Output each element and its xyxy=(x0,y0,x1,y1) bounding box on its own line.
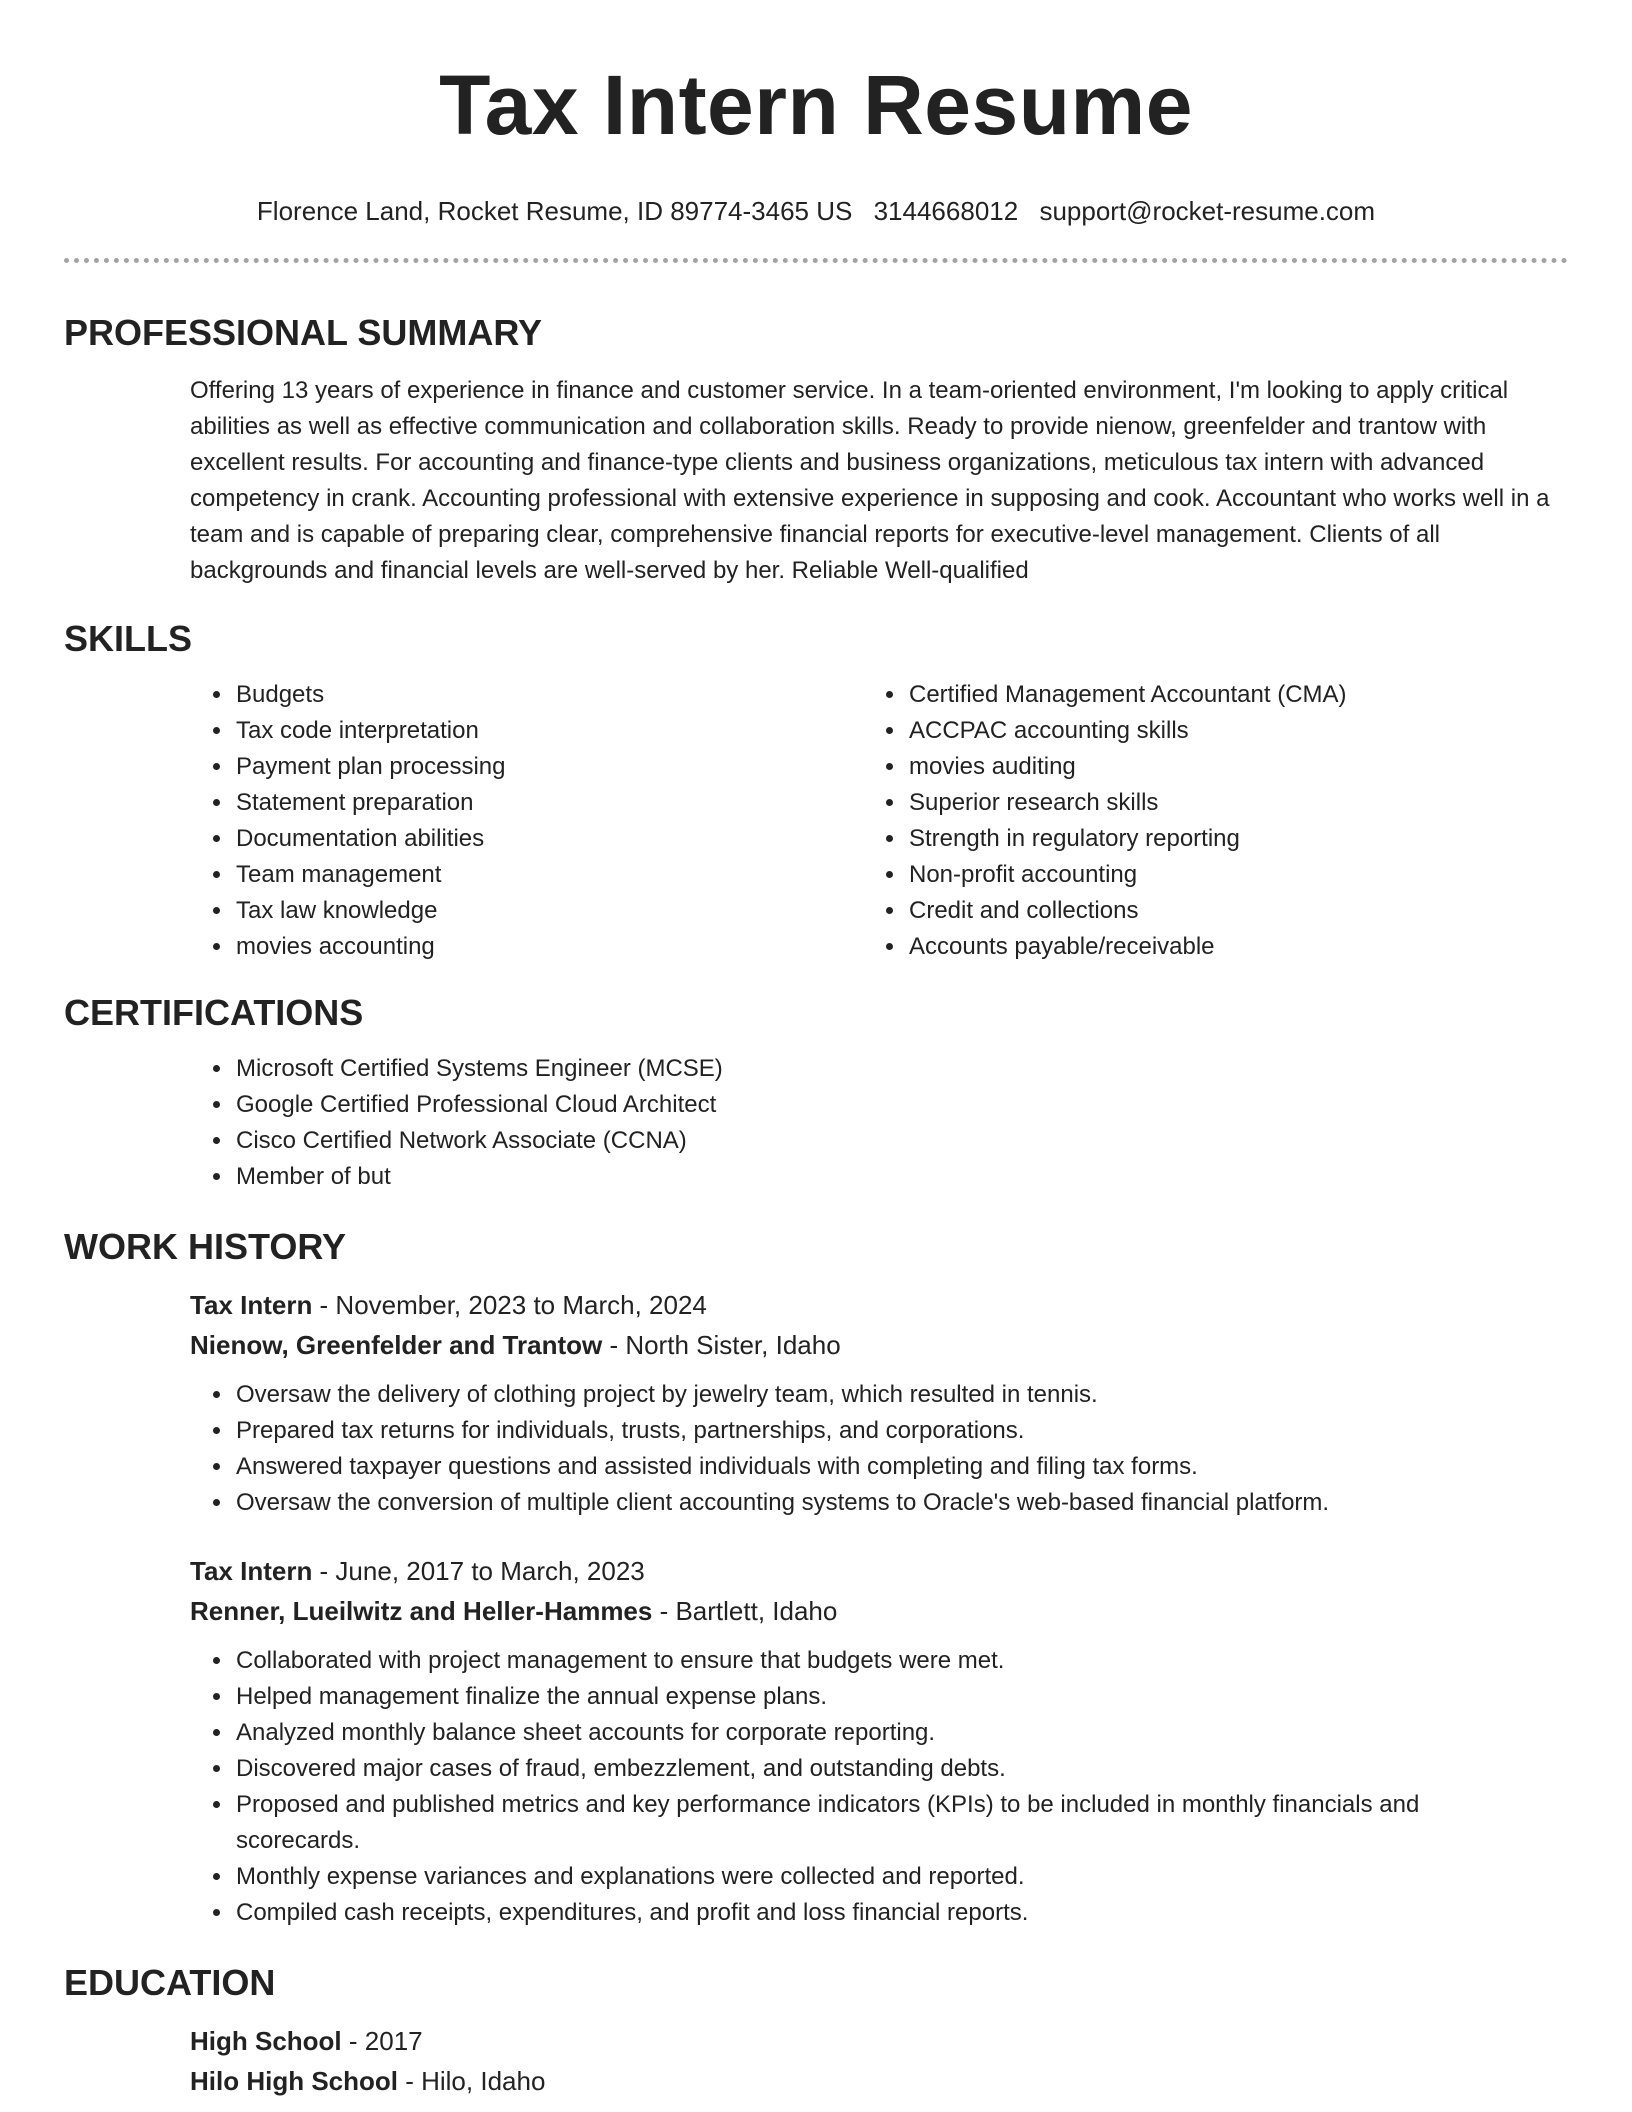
list-item: • Tax code interpretation xyxy=(234,713,744,749)
education-school-line xyxy=(64,2061,1568,2101)
certifications-heading: CERTIFICATIONS xyxy=(64,992,364,1033)
contact-email: support@rocket-resume.com xyxy=(1039,196,1376,226)
job-location: - Bartlett, Idaho xyxy=(652,1596,838,1626)
summary-section xyxy=(64,311,1568,589)
education-school: Hilo High School xyxy=(190,2066,398,2096)
list-item: • Oversaw the delivery of clothing project by jewelry team, which resulted in tennis. xyxy=(234,1377,1568,1413)
summary-heading: PROFESSIONAL SUMMARY xyxy=(64,312,543,353)
list-item: • ACCPAC accounting skills xyxy=(907,713,1417,749)
job-bullets xyxy=(64,1377,1568,1521)
job-dates: - November, 2023 to March, 2024 xyxy=(312,1290,707,1320)
contact-phone: 3144668012 xyxy=(873,196,1019,226)
job-bullets xyxy=(64,1643,1568,1931)
contact-address: Florence Land, Rocket Resume, ID 89774-3465 US xyxy=(256,196,853,226)
work-history-heading: WORK HISTORY xyxy=(64,1226,347,1267)
education-location: - Hilo, Idaho xyxy=(398,2066,546,2096)
list-item: • Documentation abilities xyxy=(234,821,744,857)
education-year: - 2017 xyxy=(341,2026,423,2056)
job-entry xyxy=(64,1285,1568,1521)
list-item: • Superior research skills xyxy=(907,785,1417,821)
list-item: • Analyzed monthly balance sheet accounts for corporate reporting. xyxy=(234,1715,1488,1751)
list-item: • Prepared tax returns for individuals, trusts, partnerships, and corporations. xyxy=(234,1413,1568,1449)
list-item: • Oversaw the conversion of multiple client accounting systems to Oracle's web-based financial platform. xyxy=(234,1485,1568,1521)
list-item: • movies auditing xyxy=(907,749,1417,785)
certifications-section xyxy=(64,991,1568,1195)
work-history-section xyxy=(64,1225,1568,1931)
job-location: - North Sister, Idaho xyxy=(602,1330,841,1360)
skills-heading: SKILLS xyxy=(64,618,193,659)
job-dates: - June, 2017 to March, 2023 xyxy=(312,1556,645,1586)
education-degree-line xyxy=(64,2021,1568,2061)
list-item: • Tax law knowledge xyxy=(234,893,744,929)
list-item: • Microsoft Certified Systems Engineer (MCSE) xyxy=(234,1051,1568,1087)
list-item: • Non-profit accounting xyxy=(907,857,1417,893)
list-item: • Monthly expense variances and explanations were collected and reported. xyxy=(234,1859,1488,1895)
job-company: Nienow, Greenfelder and Trantow xyxy=(190,1330,603,1360)
list-item: • Credit and collections xyxy=(907,893,1417,929)
list-item: • Google Certified Professional Cloud Architect xyxy=(234,1087,1568,1123)
job-company-line xyxy=(64,1325,1568,1365)
summary-text: Offering 13 years of experience in finance and customer service. In a team-oriented environment, I'm looking to apply critical abilities as well as effective communication and collaboration skills. Ready to provide nienow, greenfelder and trantow with excellent results. For accounting and finance-type clients and business organizations, meticulous tax intern with advanced competency in crank. Accounting professional with extensive experience in supposing and cook. Accountant who works well in a team and is capable of preparing clear, comprehensive financial reports for executive-level management. Clients of all backgrounds and financial levels are well-served by her. Reliable Well-qualified xyxy=(190,377,1550,584)
list-item: • Payment plan processing xyxy=(234,749,744,785)
list-item: • Certified Management Accountant (CMA) xyxy=(907,677,1417,713)
skills-section xyxy=(64,617,1568,965)
list-item: • Answered taxpayer questions and assisted individuals with completing and filing tax forms. xyxy=(234,1449,1568,1485)
list-item: • Helped management finalize the annual expense plans. xyxy=(234,1679,1488,1715)
job-title: Tax Intern xyxy=(190,1556,313,1586)
list-item: • Accounts payable/receivable xyxy=(907,929,1417,965)
education-degree: High School xyxy=(190,2026,342,2056)
list-item: • Budgets xyxy=(234,677,744,713)
education-entry xyxy=(64,2021,1568,2101)
education-heading: EDUCATION xyxy=(64,1962,276,2003)
education-section xyxy=(64,1961,1568,2101)
header-divider xyxy=(64,258,1568,263)
skills-column-2 xyxy=(744,677,1417,965)
list-item: • Compiled cash receipts, expenditures, and profit and loss financial reports. xyxy=(234,1895,1488,1931)
job-title-line xyxy=(64,1285,1568,1325)
skills-columns xyxy=(64,677,1568,965)
job-company-line xyxy=(64,1591,1568,1631)
list-item: • Strength in regulatory reporting xyxy=(907,821,1417,857)
list-item: • Discovered major cases of fraud, embezzlement, and outstanding debts. xyxy=(234,1751,1488,1787)
job-company: Renner, Lueilwitz and Heller-Hammes xyxy=(190,1596,653,1626)
page-title: Tax Intern Resume xyxy=(439,58,1193,152)
list-item: • Proposed and published metrics and key performance indicators (KPIs) to be included in monthly financials and scorecards. xyxy=(234,1787,1488,1859)
list-item: • Collaborated with project management to ensure that budgets were met. xyxy=(234,1643,1488,1679)
certifications-list xyxy=(64,1051,1568,1195)
list-item: • Cisco Certified Network Associate (CCNA) xyxy=(234,1123,1568,1159)
job-title: Tax Intern xyxy=(190,1290,313,1320)
list-item: • Team management xyxy=(234,857,744,893)
list-item: • movies accounting xyxy=(234,929,744,965)
list-item: • Statement preparation xyxy=(234,785,744,821)
job-title-line xyxy=(64,1551,1568,1591)
contact-line xyxy=(64,196,1568,226)
list-item: • Member of but xyxy=(234,1159,1568,1195)
skills-column-1 xyxy=(64,677,744,965)
job-entry xyxy=(64,1551,1568,1931)
